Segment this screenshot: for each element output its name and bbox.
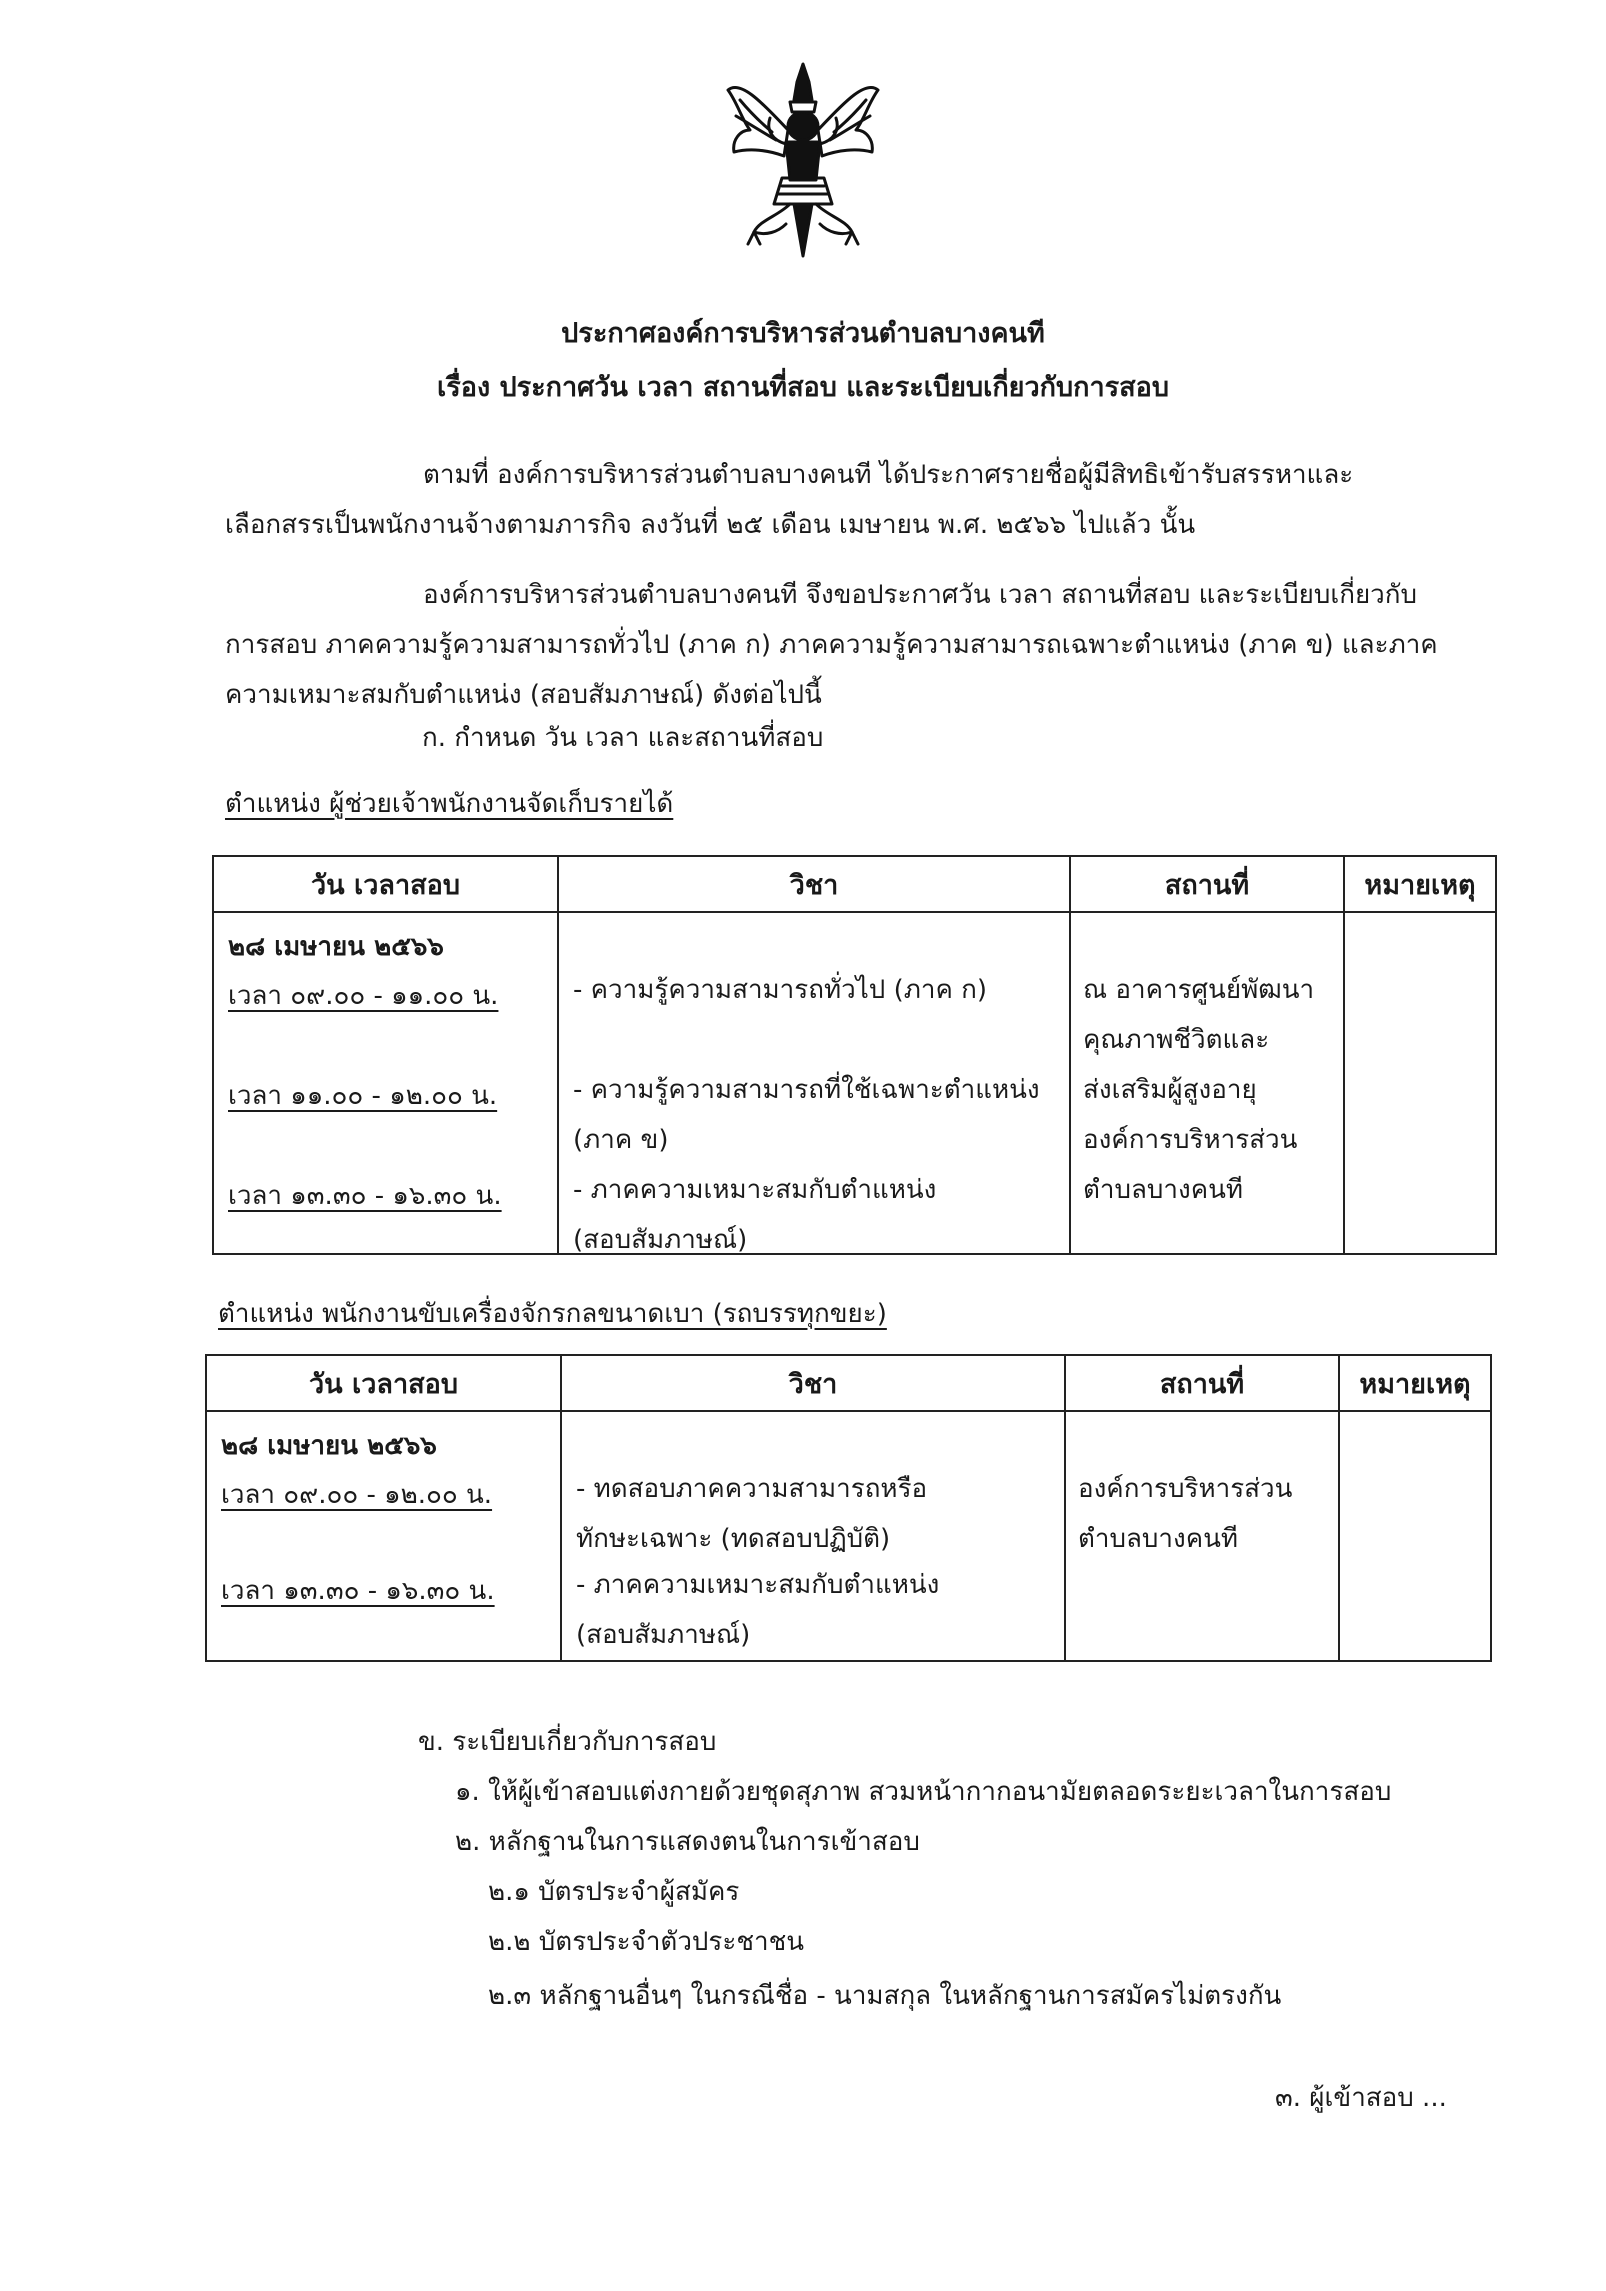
remark-cell bbox=[1339, 1411, 1491, 1661]
exam-time-1: เวลา ๐๙.๐๐ - ๑๒.๐๐ น. bbox=[221, 1480, 493, 1510]
col-header-remark: หมายเหตุ bbox=[1339, 1355, 1491, 1411]
exam-time-3: เวลา ๑๓.๓๐ - ๑๖.๓๐ น. bbox=[228, 1181, 502, 1211]
rule-1: ๑. ให้ผู้เข้าสอบแต่งกายด้วยชุดสุภาพ สวมหน้ากากอนามัยตลอดระยะเวลาในการสอบ bbox=[455, 1777, 1392, 1807]
table-row bbox=[213, 912, 1496, 1254]
garuda-emblem-icon bbox=[720, 60, 886, 260]
exam-time-2: เวลา ๑๓.๓๐ - ๑๖.๓๐ น. bbox=[221, 1576, 495, 1606]
col-header-place: สถานที่ bbox=[1065, 1355, 1339, 1411]
rule-2: ๒. หลักฐานในการแสดงตนในการเข้าสอบ bbox=[455, 1827, 920, 1857]
intro-p1-line-2: เลือกสรรเป็นพนักงานจ้างตามภารกิจ ลงวันที่ ๒๕ เดือน เมษายน พ.ศ. ๒๕๖๖ ไปแล้ว นั้น bbox=[225, 510, 1196, 540]
intro-p2-line-2: การสอบ ภาคความรู้ความสามารถทั่วไป (ภาค ก) ภาคความรู้ความสามารถเฉพาะตำแหน่ง (ภาค ข) และภาค bbox=[225, 630, 1438, 660]
rule-2-3: ๒.๓ หลักฐานอื่นๆ ในกรณีชื่อ - นามสกุล ในหลักฐานการสมัครไม่ตรงกัน bbox=[488, 1981, 1282, 2011]
col-header-place: สถานที่ bbox=[1070, 856, 1344, 912]
rule-2-2: ๒.๒ บัตรประจำตัวประชาชน bbox=[488, 1927, 805, 1957]
intro-paragraph-2 bbox=[225, 570, 1490, 720]
intro-paragraph-1 bbox=[225, 450, 1490, 550]
exam-time-1: เวลา ๐๙.๐๐ - ๑๑.๐๐ น. bbox=[228, 981, 499, 1011]
subject-item: - ความรู้ความสามารถทั่วไป (ภาค ก) bbox=[573, 975, 987, 1005]
position-1-title: ตำแหน่ง ผู้ช่วยเจ้าพนักงานจัดเก็บรายได้ bbox=[225, 789, 674, 819]
table-header-row bbox=[213, 856, 1496, 912]
intro-p2-line-3: ความเหมาะสมกับตำแหน่ง (สอบสัมภาษณ์) ดังต่อไปนี้ bbox=[225, 680, 822, 710]
position-2-title: ตำแหน่ง พนักงานขับเครื่องจักรกลขนาดเบา (รถบรรทุกขยะ) bbox=[218, 1299, 887, 1329]
place-cell bbox=[1070, 912, 1344, 1254]
col-header-subject: วิชา bbox=[558, 856, 1070, 912]
subject-item: - ความรู้ความสามารถที่ใช้เฉพาะตำแหน่ง (ภาค ข) bbox=[573, 1075, 1040, 1155]
announcement-subject: เรื่อง ประกาศวัน เวลา สถานที่สอบ และระเบียบเกี่ยวกับการสอบ bbox=[437, 372, 1169, 403]
subject-item: - ภาคความเหมาะสมกับตำแหน่ง (สอบสัมภาษณ์) bbox=[576, 1570, 940, 1650]
place-text: องค์การบริหารส่วน ตำบลบางคนที bbox=[1078, 1474, 1293, 1554]
col-header-datetime: วัน เวลาสอบ bbox=[206, 1355, 561, 1411]
exam-date: ๒๘ เมษายน ๒๕๖๖ bbox=[221, 1431, 437, 1461]
intro-p2-line-1: องค์การบริหารส่วนตำบลบางคนที จึงขอประกาศวัน เวลา สถานที่สอบ และระเบียบเกี่ยวกับ bbox=[423, 580, 1418, 610]
announcement-title: ประกาศองค์การบริหารส่วนตำบลบางคนที bbox=[561, 318, 1045, 349]
exam-schedule-table-2 bbox=[205, 1354, 1492, 1662]
remark-cell bbox=[1344, 912, 1496, 1254]
col-header-datetime: วัน เวลาสอบ bbox=[213, 856, 558, 912]
rule-2-1: ๒.๑ บัตรประจำผู้สมัคร bbox=[488, 1877, 740, 1907]
datetime-cell bbox=[213, 912, 558, 1254]
continuation-note: ๓. ผู้เข้าสอบ ... bbox=[1275, 2083, 1447, 2113]
section-b-heading: ข. ระเบียบเกี่ยวกับการสอบ bbox=[418, 1727, 717, 1757]
subject-item: - ภาคความเหมาะสมกับตำแหน่ง (สอบสัมภาษณ์) bbox=[573, 1175, 937, 1255]
intro-p1-line-1: ตามที่ องค์การบริหารส่วนตำบลบางคนที ได้ประกาศรายชื่อผู้มีสิทธิเข้ารับสรรหาและ bbox=[423, 460, 1354, 490]
exam-time-2: เวลา ๑๑.๐๐ - ๑๒.๐๐ น. bbox=[228, 1081, 498, 1111]
exam-date: ๒๘ เมษายน ๒๕๖๖ bbox=[228, 932, 444, 962]
subject-cell bbox=[561, 1411, 1065, 1661]
subject-item: - ทดสอบภาคความสามารถหรือ ทักษะเฉพาะ (ทดสอบปฏิบัติ) bbox=[576, 1474, 928, 1554]
table-header-row bbox=[206, 1355, 1491, 1411]
place-cell bbox=[1065, 1411, 1339, 1661]
exam-schedule-table-1 bbox=[212, 855, 1497, 1255]
col-header-remark: หมายเหตุ bbox=[1344, 856, 1496, 912]
place-text: ณ อาคารศูนย์พัฒนา คุณภาพชีวิตและ ส่งเสริมผู้สูงอายุ องค์การบริหารส่วน ตำบลบางคนที bbox=[1083, 975, 1315, 1205]
section-a-heading: ก. กำหนด วัน เวลา และสถานที่สอบ bbox=[422, 723, 824, 753]
col-header-subject: วิชา bbox=[561, 1355, 1065, 1411]
datetime-cell bbox=[206, 1411, 561, 1661]
table-row bbox=[206, 1411, 1491, 1661]
subject-cell bbox=[558, 912, 1070, 1254]
